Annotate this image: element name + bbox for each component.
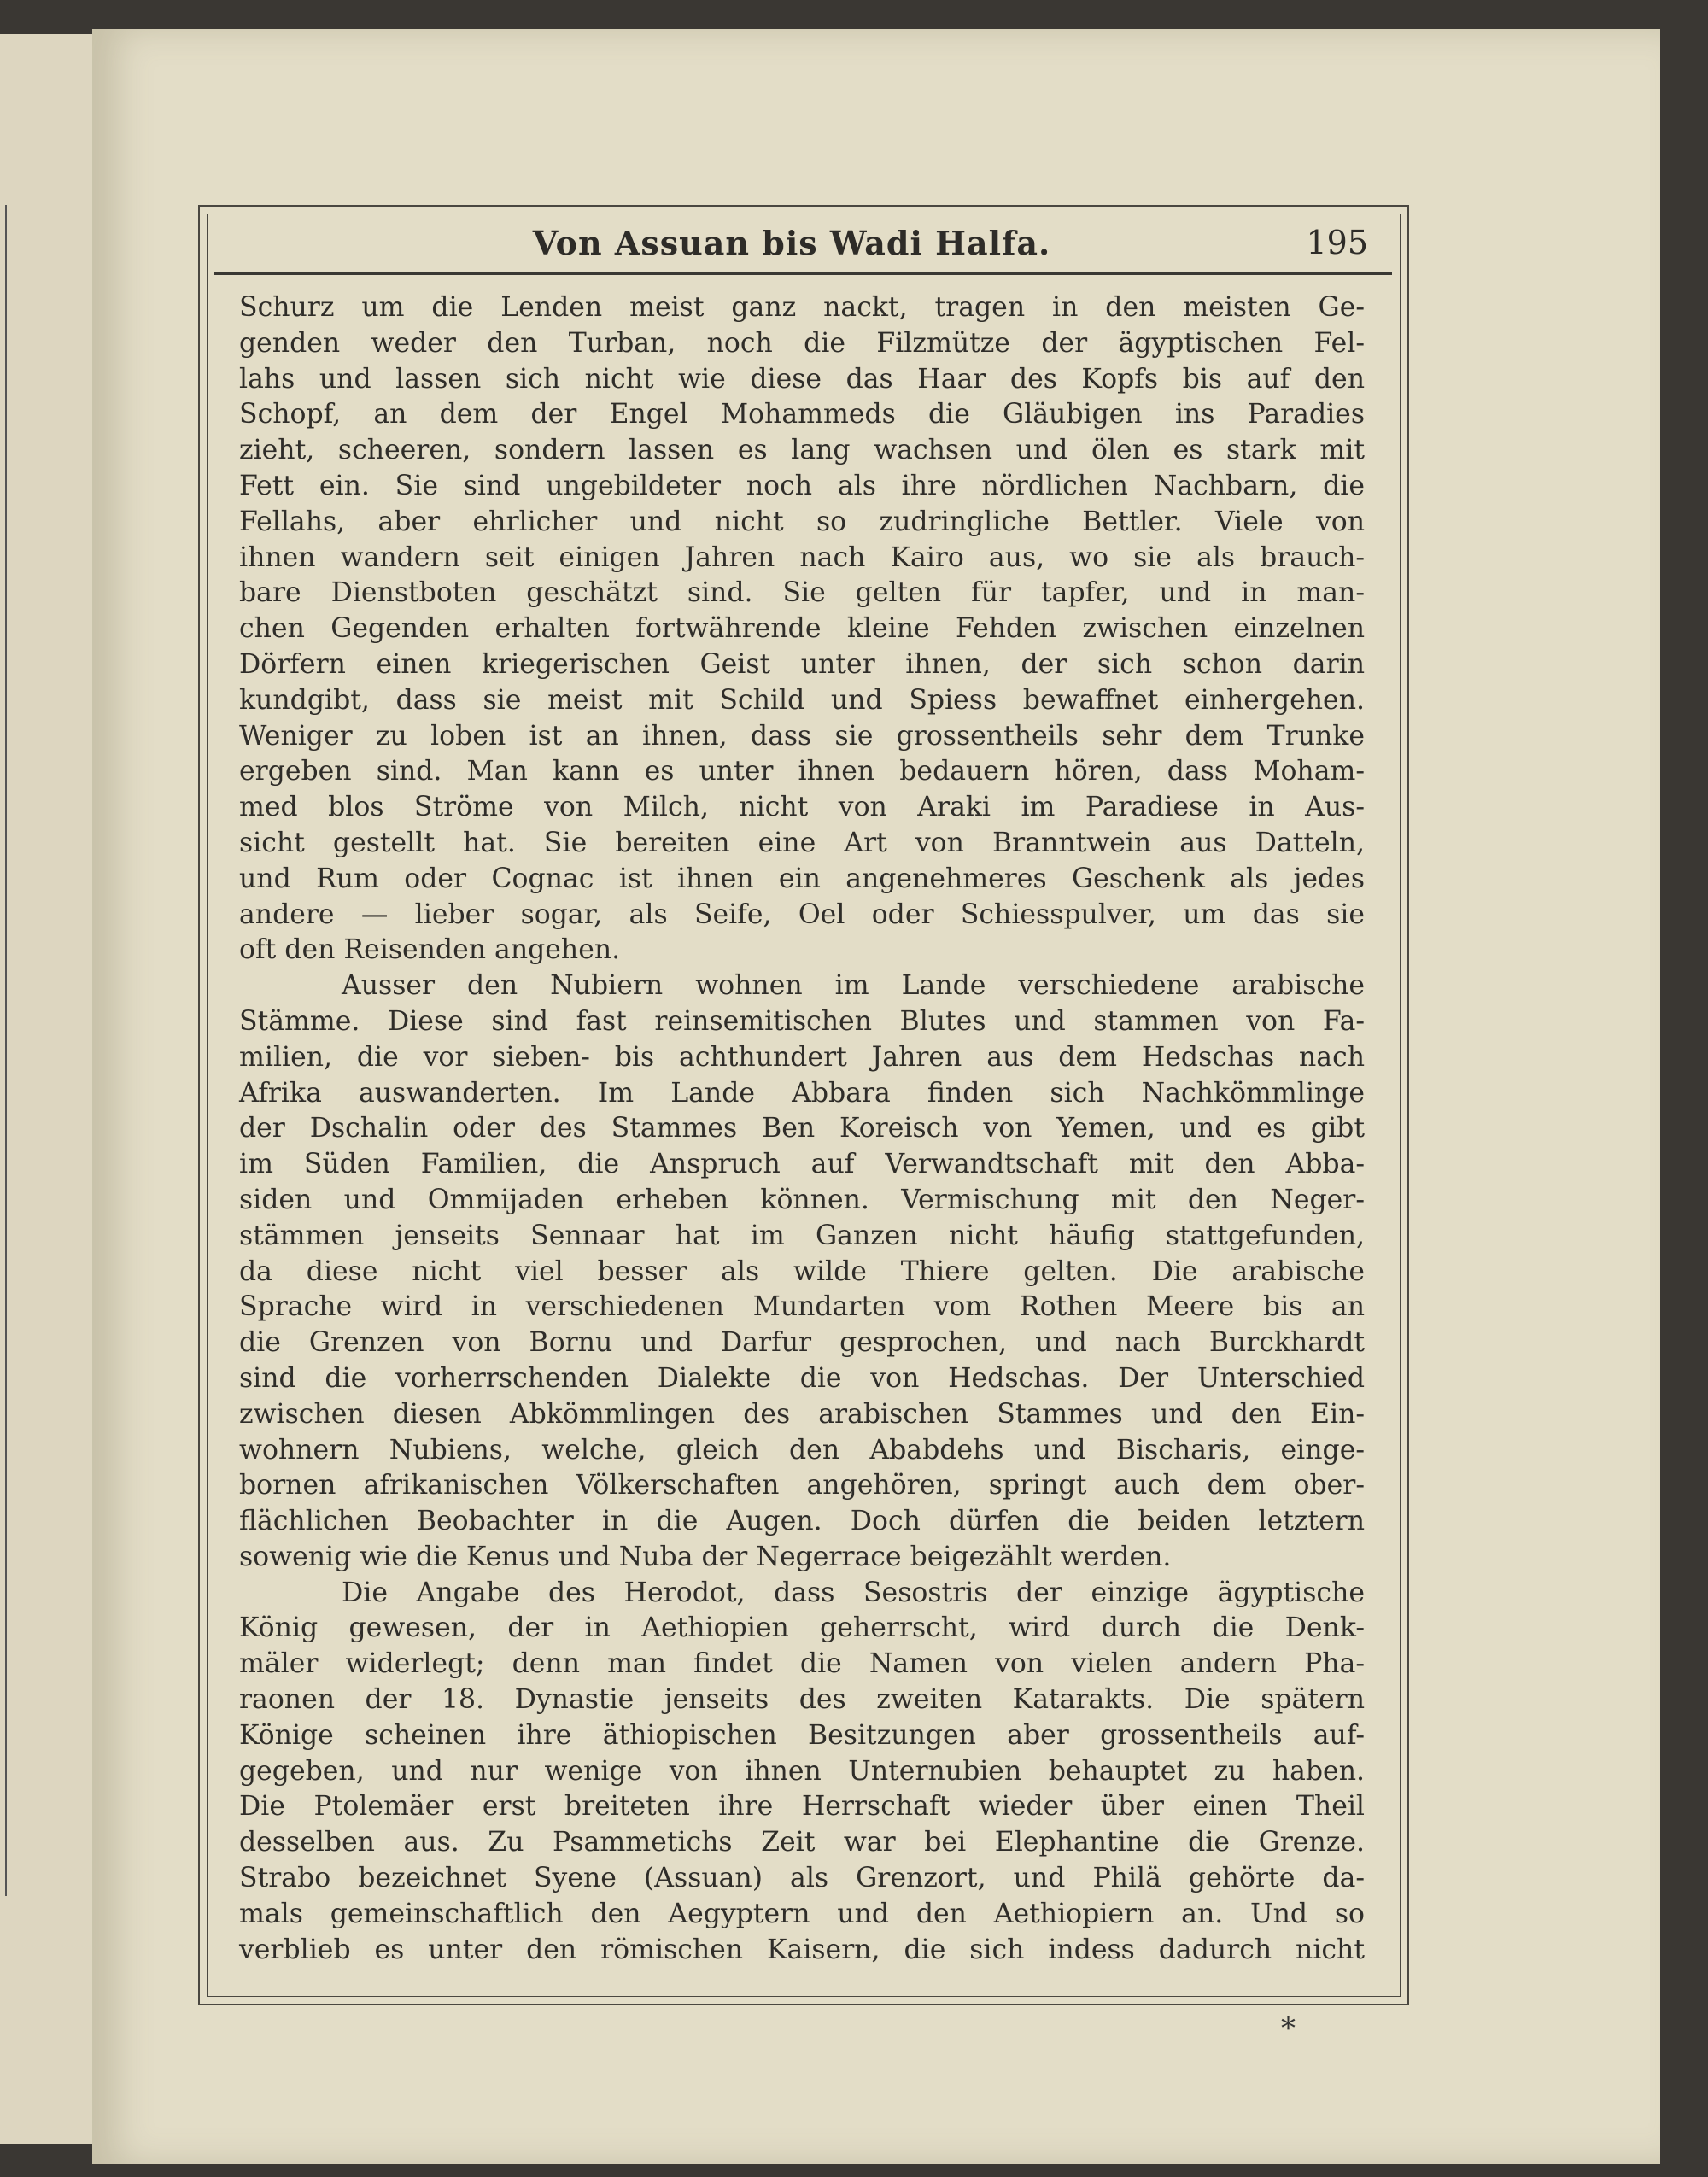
- text-line: Fellahs, aber ehrlicher und nicht so zudringliche Bettler. Viele von: [239, 506, 1365, 537]
- text-line: mals gemeinschaftlich den Aegyptern und den Aethiopiern an. Und so: [239, 1898, 1365, 1929]
- text-line: oft den Reisenden angehen.: [239, 934, 621, 966]
- text-line: ihnen wandern seit einigen Jahren nach Kairo aus, wo sie als brauch-: [239, 541, 1365, 573]
- text-line: bare Dienstboten geschätzt sind. Sie gelten für tapfer, und in man-: [239, 577, 1365, 609]
- page-number: 195: [1306, 224, 1368, 261]
- text-line: med blos Ströme von Milch, nicht von Araki im Paradiese in Aus-: [239, 792, 1365, 823]
- text-line: Sprache wird in verschiedenen Mundarten vom Rothen Meere bis an: [239, 1291, 1365, 1323]
- text-line: Dörfern einen kriegerischen Geist unter ihnen, der sich schon darin: [239, 648, 1365, 680]
- paragraph: [239, 290, 1365, 969]
- facing-page-border: [0, 205, 7, 1896]
- text-line: chen Gegenden erhalten fortwährende kleine Fehden zwischen einzelnen: [239, 613, 1365, 645]
- text-line: kundgibt, dass sie meist mit Schild und Spiess bewaffnet einhergehen.: [239, 684, 1365, 716]
- text-line: siden und Ommijaden erheben können. Vermischung mit den Neger-: [239, 1184, 1365, 1215]
- text-line: andere — lieber sogar, als Seife, Oel oder Schiesspulver, um das sie: [239, 898, 1365, 930]
- text-line: lahs und lassen sich nicht wie diese das Haar des Kopfs bis auf den: [239, 363, 1365, 395]
- text-line: Die Ptolemäer erst breiteten ihre Herrschaft wieder über einen Theil: [239, 1791, 1365, 1823]
- running-title: Von Assuan bis Wadi Halfa.: [532, 224, 1051, 262]
- text-line: flächlichen Beobachter in die Augen. Doch dürfen die beiden letztern: [239, 1506, 1365, 1537]
- text-line: sicht gestellt hat. Sie bereiten eine Art von Branntwein aus Datteln,: [239, 827, 1365, 858]
- text-line: Strabo bezeichnet Syene (Assuan) als Grenzort, und Philä gehörte da-: [239, 1863, 1365, 1894]
- text-line: Schopf, an dem der Engel Mohammeds die Gläubigen ins Paradies: [239, 399, 1365, 430]
- text-line: und Rum oder Cognac ist ihnen ein angenehmeres Geschenk als jedes: [239, 863, 1365, 894]
- text-line: zwischen diesen Abkömmlingen des arabischen Stammes und den Ein-: [239, 1398, 1365, 1430]
- paragraph: [239, 1576, 1365, 1969]
- text-line: mäler widerlegt; denn man findet die Namen von vielen andern Pha-: [239, 1648, 1365, 1680]
- running-header: [215, 224, 1368, 266]
- signature-mark: *: [1281, 2011, 1296, 2045]
- text-line: Stämme. Diese sind fast reinsemitischen Blutes und stammen von Fa-: [239, 1005, 1365, 1037]
- text-line: genden weder den Turban, noch die Filzmütze der ägyptischen Fel-: [239, 327, 1365, 359]
- text-line: König gewesen, der in Aethiopien geherrscht, wird durch die Denk-: [239, 1612, 1365, 1644]
- text-line: Weniger zu loben ist an ihnen, dass sie grossentheils sehr dem Trunke: [239, 720, 1365, 752]
- header-rule: [214, 272, 1392, 275]
- text-line: gegeben, und nur wenige von ihnen Unternubien behauptet zu haben.: [239, 1755, 1365, 1787]
- text-line: stämmen jenseits Sennaar hat im Ganzen nicht häufig stattgefunden,: [239, 1220, 1365, 1251]
- text-line: Könige scheinen ihre äthiopischen Besitzungen aber grossentheils auf-: [239, 1719, 1365, 1751]
- text-line: Schurz um die Lenden meist ganz nackt, tragen in den meisten Ge-: [239, 292, 1365, 323]
- text-line: Afrika auswanderten. Im Lande Abbara finden sich Nachkömmlinge: [239, 1077, 1365, 1109]
- text-line: Fett ein. Sie sind ungebildeter noch als ihre nördlichen Nachbarn, die: [239, 470, 1365, 501]
- text-line: sind die vorherrschenden Dialekte die von Hedschas. Der Unterschied: [239, 1362, 1365, 1394]
- paragraph: [239, 969, 1365, 1576]
- text-line: verblieb es unter den römischen Kaisern, die sich indess dadurch nicht: [239, 1934, 1365, 1965]
- text-line: ergeben sind. Man kann es unter ihnen bedauern hören, dass Moham-: [239, 756, 1365, 787]
- text-line: bornen afrikanischen Völkerschaften angehören, springt auch dem ober-: [239, 1470, 1365, 1501]
- facing-page-edge: [0, 34, 97, 2144]
- text-line: im Süden Familien, die Anspruch auf Verwandtschaft mit den Abba-: [239, 1149, 1365, 1180]
- text-line: sowenig wie die Kenus und Nuba der Negerrace beigezählt werden.: [239, 1541, 1172, 1572]
- text-line: milien, die vor sieben- bis achthundert Jahren aus dem Hedschas nach: [239, 1041, 1365, 1073]
- text-line: Ausser den Nubiern wohnen im Lande verschiedene arabische: [342, 970, 1365, 1002]
- text-line: wohnern Nubiens, welche, gleich den Ababdehs und Bischaris, einge-: [239, 1434, 1365, 1466]
- text-line: zieht, scheeren, sondern lassen es lang wachsen und ölen es stark mit: [239, 435, 1365, 466]
- text-line: Die Angabe des Herodot, dass Sesostris der einzige ägyptische: [342, 1577, 1365, 1608]
- text-line: desselben aus. Zu Psammetichs Zeit war bei Elephantine die Grenze.: [239, 1827, 1365, 1858]
- text-line: der Dschalin oder des Stammes Ben Koreisch von Yemen, und es gibt: [239, 1113, 1365, 1144]
- text-line: die Grenzen von Bornu und Darfur gesprochen, und nach Burckhardt: [239, 1327, 1365, 1359]
- text-line: da diese nicht viel besser als wilde Thiere gelten. Die arabische: [239, 1255, 1365, 1287]
- text-line: raonen der 18. Dynastie jenseits des zweiten Katarakts. Die spätern: [239, 1684, 1365, 1716]
- body-text: [239, 290, 1365, 1968]
